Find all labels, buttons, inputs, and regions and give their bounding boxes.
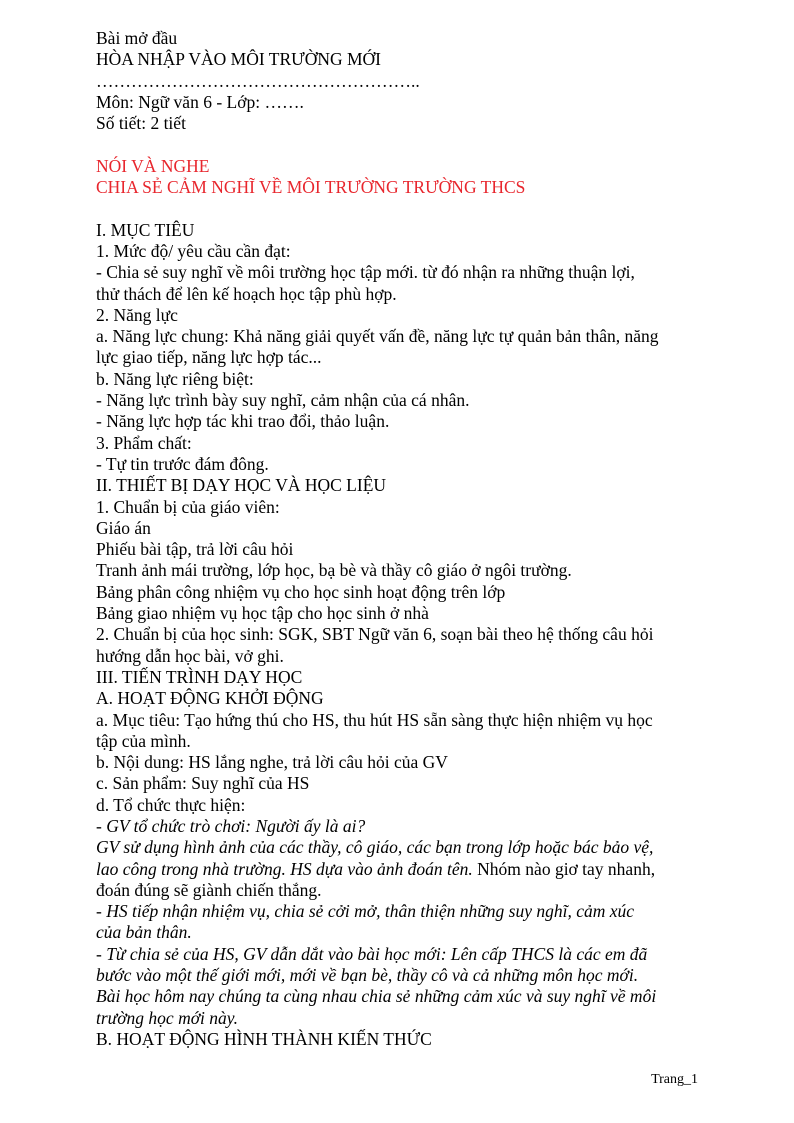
italic-line: bước vào một thế giới mới, mới về bạn bè, thầy cô và cả những môn học mới.	[96, 965, 639, 986]
italic-line: trường học mới này.	[96, 1007, 238, 1028]
text-line: Phiếu bài tập, trả lời câu hỏi	[96, 539, 294, 560]
text-line: A. HOẠT ĐỘNG KHỞI ĐỘNG	[96, 688, 324, 709]
section-heading-2: CHIA SẺ CẢM NGHĨ VỀ MÔI TRƯỜNG TRƯỜNG THCS	[96, 177, 526, 198]
text-line: 1. Mức độ/ yêu cầu cần đạt:	[96, 240, 291, 261]
italic-line: - HS tiếp nhận nhiệm vụ, chia sẻ cởi mở, thân thiện những suy nghĩ, cảm xúc	[96, 901, 635, 922]
section-heading-1: NÓI VÀ NGHE	[96, 155, 210, 176]
italic-line: GV sử dụng hình ảnh của các thầy, cô giáo, các bạn trong lớp hoặc bác bảo vệ,	[96, 837, 654, 858]
text-line: Bảng phân công nhiệm vụ cho học sinh hoạt động trên lớp	[96, 581, 506, 602]
subject-line: Môn: Ngữ văn 6 - Lớp: …….	[96, 91, 304, 112]
section-b-heading: B. HOẠT ĐỘNG HÌNH THÀNH KIẾN THỨC	[96, 1028, 432, 1049]
text-line: 1. Chuẩn bị của giáo viên:	[96, 496, 280, 517]
text-line: - Năng lực hợp tác khi trao đổi, thảo luận.	[96, 411, 390, 432]
dotted-line: ………………………………………………..	[96, 70, 420, 91]
text-line: Bảng giao nhiệm vụ học tập cho học sinh ở nhà	[96, 603, 429, 624]
text-line: thử thách để lên kế hoạch học tập phù hợp.	[96, 283, 397, 304]
italic-line: - Từ chia sẻ của HS, GV dẫn dắt vào bài học mới: Lên cấp THCS là các em đã	[96, 943, 648, 964]
text-line: Tranh ảnh mái trường, lớp học, bạ bè và thầy cô giáo ở ngôi trường.	[96, 560, 572, 581]
document-page	[96, 28, 706, 1050]
italic-line: của bản thân.	[96, 922, 192, 943]
text-line: a. Mục tiêu: Tạo hứng thú cho HS, thu hút HS sẵn sàng thực hiện nhiệm vụ học	[96, 709, 653, 730]
italic-line: Bài học hôm nay chúng ta cùng nhau chia sẻ những cảm xúc và suy nghĩ về môi	[96, 986, 657, 1007]
text-line: b. Năng lực riêng biệt:	[96, 368, 254, 389]
text-line: lực giao tiếp, năng lực hợp tác...	[96, 347, 322, 368]
text-line: b. Nội dung: HS lắng nghe, trả lời câu hỏi của GV	[96, 752, 448, 773]
periods-line: Số tiết: 2 tiết	[96, 113, 186, 134]
text-line: 3. Phẩm chất:	[96, 432, 192, 453]
lesson-label: Bài mở đầu	[96, 28, 178, 48]
spacer	[96, 134, 706, 155]
body-lines	[96, 220, 706, 816]
text-line: - Tự tin trước đám đông.	[96, 453, 269, 474]
text-line: c. Sản phẩm: Suy nghĩ của HS	[96, 773, 310, 794]
text-line: Giáo án	[96, 517, 151, 538]
italic-line: - GV tổ chức trò chơi: Người ấy là ai?	[96, 815, 366, 836]
text-line: đoán đúng sẽ giành chiến thắng.	[96, 879, 322, 900]
lesson-title: HÒA NHẬP VÀO MÔI TRƯỜNG MỚI	[96, 49, 382, 70]
text-line: - Chia sẻ suy nghĩ về môi trường học tập mới. từ đó nhận ra những thuận lợi,	[96, 262, 635, 283]
text-line: hướng dẫn học bài, vở ghi.	[96, 645, 284, 666]
text-line: tập của mình.	[96, 730, 191, 751]
italic-block	[96, 901, 706, 1029]
text-line: a. Năng lực chung: Khả năng giải quyết vấn đề, năng lực tự quản bản thân, năng	[96, 326, 659, 347]
page-number: Trang_1	[651, 1072, 698, 1087]
text-line: d. Tổ chức thực hiện:	[96, 794, 246, 815]
text-line: III. TIẾN TRÌNH DẠY HỌC	[96, 666, 303, 687]
text-line: - Năng lực trình bày suy nghĩ, cảm nhận của cá nhân.	[96, 390, 470, 411]
text-line: I. MỤC TIÊU	[96, 219, 195, 240]
text-line: 2. Năng lực	[96, 304, 178, 325]
text-line: 2. Chuẩn bị của học sinh: SGK, SBT Ngữ văn 6, soạn bài theo hệ thống câu hỏi	[96, 624, 654, 645]
text-line: II. THIẾT BỊ DẠY HỌC VÀ HỌC LIỆU	[96, 475, 387, 496]
mixed-line	[96, 859, 706, 880]
mixed-line-normal: Nhóm nào giơ tay nhanh,	[472, 858, 656, 879]
spacer	[96, 198, 706, 219]
mixed-line-italic: lao công trong nhà trường. HS dựa vào ảnh đoán tên.	[96, 858, 473, 879]
